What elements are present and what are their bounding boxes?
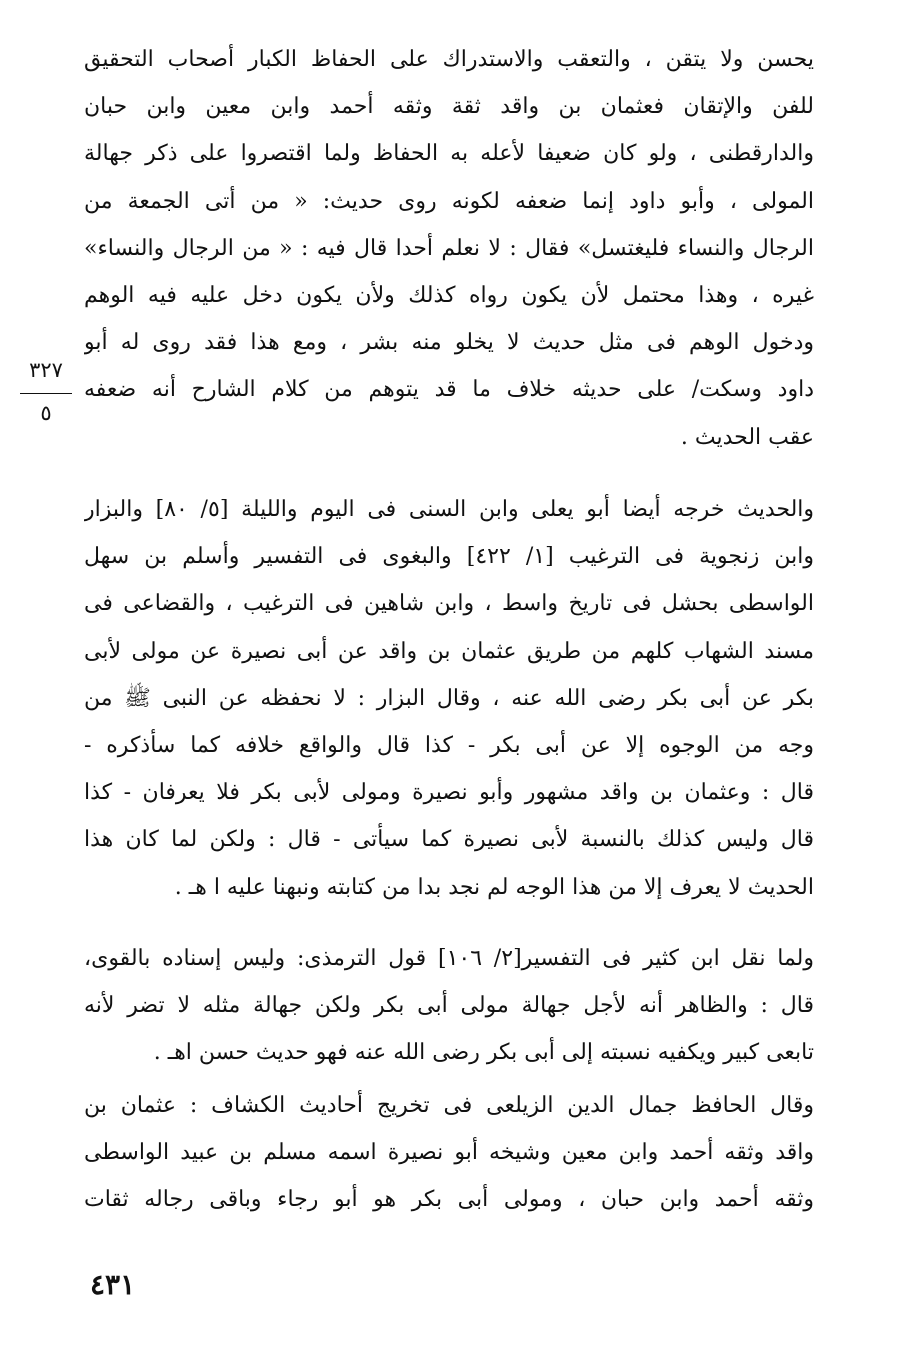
text-line: والدارقطنى ، ولو كان ضعيفا لأعله به الحفاظ ولما اقتصروا على ذكر جهالة — [84, 141, 814, 167]
text-line: ودخول الوهم فى مثل حديث لا يخلو منه بشر ، ومع هذا فقد روى له أبو — [84, 330, 814, 356]
text-line: وابن زنجوية فى الترغيب [١/ ٤٢٢] والبغوى فى التفسير وأسلم بن سهل — [84, 544, 814, 570]
text-line: تابعى كبير ويكفيه نسبته إلى أبى بكر رضى الله عنه فهو حديث حسن اهـ . — [153, 1040, 814, 1066]
margin-volume-number: ٥ — [40, 401, 52, 425]
paragraph-1 — [84, 36, 814, 461]
text-line: وثقه أحمد وابن حبان ، ومولى أبى بكر هو أبو رجاء وباقى رجاله ثقات — [84, 1187, 814, 1213]
margin-volume-reference — [18, 355, 74, 428]
text-line: قال : وعثمان بن واقد مشهور وأبو نصيرة ومولى لأبى بكر فلا يعرفان - كذا — [84, 780, 814, 806]
text-line: الرجال والنساء فليغتسل» فقال : لا نعلم أحدا قال فيه : « من الرجال والنساء» — [84, 235, 814, 261]
page-number: ٤٣١ — [90, 1268, 136, 1301]
text-line: يحسن ولا يتقن ، والتعقب والاستدراك على الحفاظ الكبار أصحاب التحقيق — [84, 47, 814, 72]
text-line: الواسطى بحشل فى تاريخ واسط ، وابن شاهين فى الترغيب ، والقضاعى فى — [84, 591, 814, 617]
text-line: للفن والإتقان فعثمان بن واقد ثقة وثقه أحمد وابن معين وابن حبان — [84, 94, 814, 120]
text-line: غيره ، وهذا محتمل لأن يكون رواه كذلك ولأن يكون دخل عليه فيه الوهم — [84, 282, 814, 308]
text-line: وقال الحافظ جمال الدين الزيلعى فى تخريج أحاديث الكشاف : عثمان بن — [84, 1093, 814, 1118]
text-line: قال : والظاهر أنه لأجل جهالة مولى أبى بكر ولكن جهالة مثله لا تضر لأنه — [84, 993, 814, 1019]
paragraph-2 — [84, 486, 814, 911]
margin-page-number: ٣٢٧ — [29, 358, 63, 382]
paragraph-4 — [84, 1082, 814, 1224]
text-line: ولما نقل ابن كثير فى التفسير[٢/ ١٠٦] قول الترمذى: وليس إسناده بالقوى، — [84, 946, 814, 971]
margin-divider — [20, 393, 72, 394]
text-line: قال وليس كذلك بالنسبة لأبى نصيرة كما سيأتى - قال : ولكن لما كان هذا — [84, 827, 814, 853]
text-line: مسند الشهاب كلهم من طريق عثمان بن واقد عن أبى نصيرة عن مولى لأبى — [84, 638, 814, 664]
paragraph-3 — [84, 935, 814, 1077]
text-line: بكر عن أبى بكر رضى الله عنه ، وقال البزار : لا نحفظه عن النبى ﷺ من — [84, 685, 814, 711]
text-line: داود وسكت/ على حديثه خلاف ما قد يتوهم من كلام الشارح أنه ضعفه — [84, 377, 814, 403]
text-line: الحديث لا يعرف إلا من هذا الوجه لم نجد بدا من كتابته ونبهنا عليه ا هـ . — [174, 874, 814, 900]
text-line: وجه من الوجوه إلا عن أبى بكر - كذا قال والواقع خلافه كما سأذكره - — [84, 732, 814, 758]
text-line: المولى ، وأبو داود إنما ضعفه لكونه روى حديث: « من أتى الجمعة من — [84, 188, 814, 214]
text-line: والحديث خرجه أيضا أبو يعلى وابن السنى فى اليوم والليلة [٥/ ٨٠] والبزار — [84, 497, 814, 522]
text-line: واقد وثقه أحمد وابن معين وشيخه أبو نصيرة اسمه مسلم بن عبيد الواسطى — [84, 1140, 814, 1166]
text-line: عقب الحديث . — [680, 424, 814, 450]
